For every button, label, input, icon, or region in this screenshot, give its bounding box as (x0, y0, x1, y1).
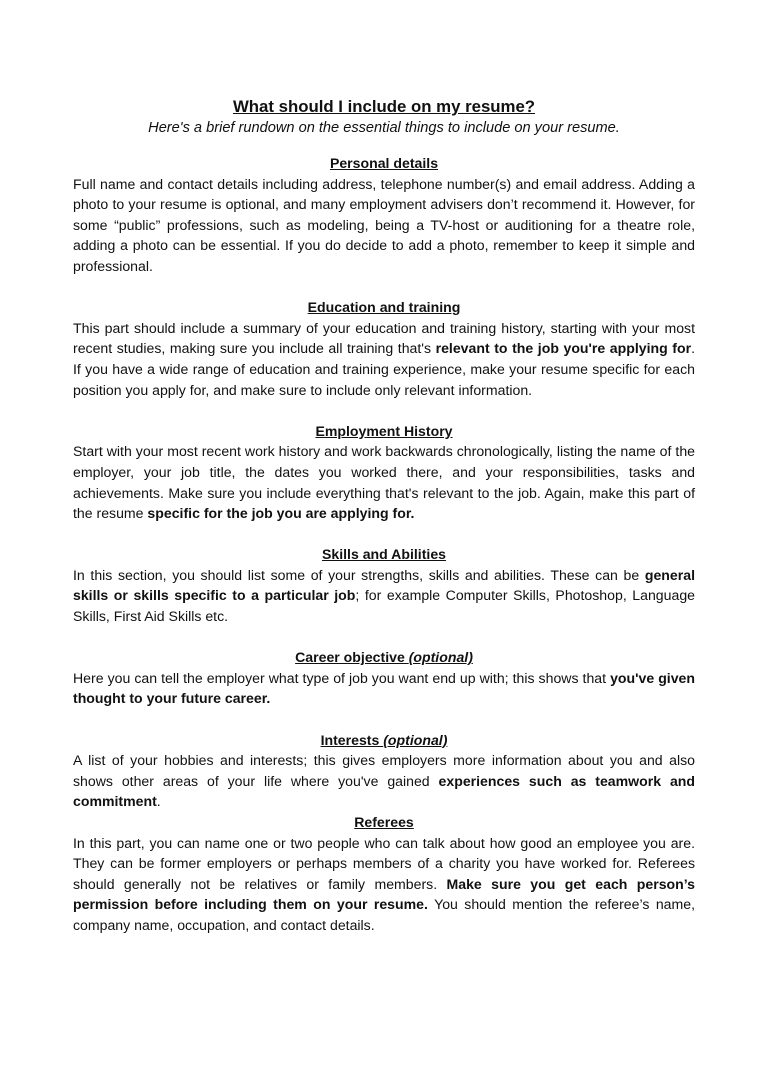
referees-text-1: In this part, you can name one or two people who can talk about how good an employee you are. They can be former employers or perhaps members of a charity you have worked for. Referees should generally not be relatives or family members. (73, 834, 695, 892)
section-body-personal-details (73, 174, 695, 277)
career-text-1: Here you can tell the employer what type of job you want end up with; this shows that (73, 669, 611, 686)
section-heading-interests (73, 730, 695, 751)
referees-text-2: You should mention the referee’s name, company name, occupation, and contact details. (73, 896, 695, 933)
interests-heading-optional: (optional) (383, 731, 448, 748)
skills-text-1: In this section, you should list some of your strengths, skills and abilities. These can be (73, 566, 645, 583)
section-body-education (73, 318, 695, 400)
education-text-2: . If you have a wide range of education and training experience, make your resume specific for each position you apply for, and make sure to include only relevant information. (73, 340, 695, 398)
section-heading-career-objective (73, 647, 695, 668)
employment-text-1: Start with your most recent work history and work backwards chronologically, listing the name of the employer, your job title, the dates you worked there, and your responsibilities, tasks and achievements. Make sure you include everything that's relevant to the job. Again, make this part of the resume (73, 443, 695, 522)
section-heading-employment: Employment History (315, 422, 453, 439)
section-heading-skills: Skills and Abilities (321, 546, 446, 563)
education-text-1: This part should include a summary of your education and training history, starting with your most recent studies, making sure you include all training that's (73, 319, 695, 357)
skills-bold-1: general skills or skills specific to a particular job (73, 566, 695, 604)
career-bold-1: you've given thought to your future career. (73, 669, 695, 707)
section-heading-personal-details: Personal details (329, 155, 439, 171)
referees-bold-1: Make sure you get each person’s permission before including them on your resume. (73, 875, 695, 913)
section-heading-education: Education and training (307, 299, 461, 316)
section-body-employment (73, 441, 695, 523)
section-heading-referees: Referees (354, 814, 414, 830)
education-bold-1: relevant to the job you're applying for (435, 340, 692, 357)
interests-text-1: A list of your hobbies and interests; this gives employers more information about you and also shows other areas of your life where you've gained (73, 752, 695, 789)
section-body-skills (73, 565, 695, 627)
career-heading-label: Career objective (295, 649, 409, 666)
personal-details-text: Full name and contact details including address, telephone number(s) and email address. Adding a photo to your resume is optional, and many employment advisers don’t recommend it. However, for some “public” professions, such as modeling, being a TV-host or auditioning for a theatre role, adding a photo can be essential. If you do decide to add a photo, remember to keep it simple and professional. (73, 175, 695, 274)
document-page (73, 96, 695, 936)
document-title: What should I include on my resume? (232, 97, 536, 116)
skills-text-2: ; for example Computer Skills, Photoshop, Language Skills, First Aid Skills etc. (73, 587, 695, 625)
interests-heading-label: Interests (320, 731, 384, 748)
interests-bold-1: experiences such as teamwork and commitment (73, 772, 695, 810)
document-subtitle: Here's a brief rundown on the essential things to include on your resume. (148, 120, 620, 136)
section-body-career-objective (73, 668, 695, 709)
section-body-interests (73, 750, 695, 812)
career-heading-optional: (optional) (408, 649, 473, 666)
section-body-referees (73, 833, 695, 936)
employment-bold-1: specific for the job you are applying for. (147, 505, 415, 522)
interests-text-2: . (156, 793, 161, 810)
